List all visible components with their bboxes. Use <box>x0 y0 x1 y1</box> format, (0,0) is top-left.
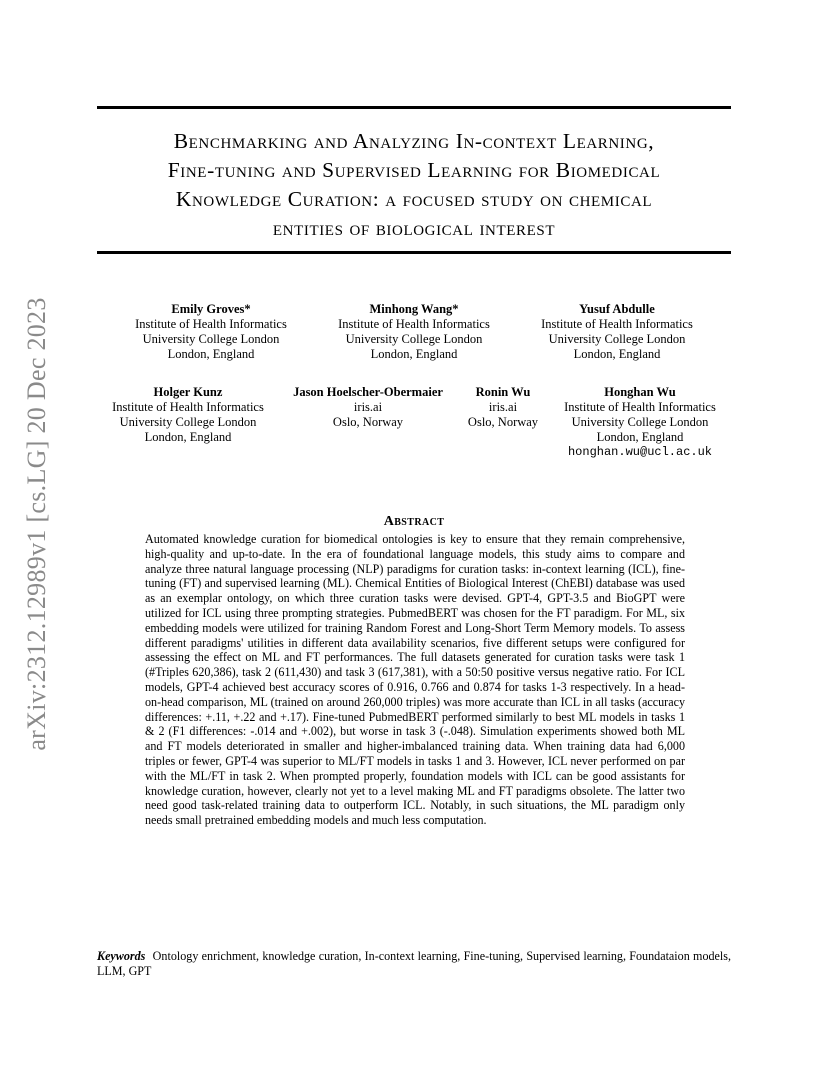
author-location: London, England <box>144 430 232 444</box>
arxiv-identifier: arXiv:2312.12989v1 [cs.LG] 20 Dec 2023 <box>22 297 51 751</box>
keywords-text: Ontology enrichment, knowledge curation, In-context learning, Fine-tuning, Supervised learning, Foundataion models, LLM, GPT <box>97 949 731 978</box>
author-affiliation: Institute of Health Informatics <box>135 317 287 331</box>
title-line: Fine-tuning and Supervised Learning for Biomedical <box>167 158 661 182</box>
author-block <box>468 385 538 430</box>
author-location: Oslo, Norway <box>332 415 404 429</box>
author-affiliation: University College London <box>571 415 709 429</box>
author-name: Emily Groves* <box>171 302 251 316</box>
author-affiliation: iris.ai <box>488 400 518 414</box>
title-line: entities of biological interest <box>272 216 556 240</box>
author-name: Honghan Wu <box>604 385 676 399</box>
author-affiliation: Institute of Health Informatics <box>541 317 693 331</box>
author-location: Oslo, Norway <box>467 415 539 429</box>
author-location: London, England <box>573 347 661 361</box>
title-bottom-rule <box>97 251 731 254</box>
author-name: Minhong Wang* <box>369 302 459 316</box>
author-affiliation: University College London <box>142 332 280 346</box>
title-top-rule <box>97 106 731 109</box>
title-line: Benchmarking and Analyzing In-context Learning, <box>173 129 655 153</box>
author-name: Holger Kunz <box>153 385 223 399</box>
abstract-heading: Abstract <box>383 514 445 529</box>
author-name: Ronin Wu <box>475 385 531 399</box>
author-block <box>541 302 693 362</box>
author-block <box>112 385 264 445</box>
author-email-link[interactable]: honghan.wu@ucl.ac.uk <box>567 445 713 459</box>
author-block <box>293 385 443 430</box>
author-name: Yusuf Abdulle <box>579 302 655 316</box>
author-block <box>135 302 287 362</box>
author-affiliation: University College London <box>548 332 686 346</box>
keywords-section <box>97 949 731 979</box>
author-block <box>338 302 490 362</box>
author-affiliation: Institute of Health Informatics <box>564 400 716 414</box>
author-affiliation: Institute of Health Informatics <box>338 317 490 331</box>
author-location: London, England <box>370 347 458 361</box>
author-location: London, England <box>596 430 684 444</box>
author-affiliation: iris.ai <box>353 400 383 414</box>
paper-title <box>97 127 731 243</box>
author-affiliation: University College London <box>345 332 483 346</box>
abstract-text: Automated knowledge curation for biomedical ontologies is key to ensure that they remain comprehensive, high-quality and up-to-date. In the era of foundational language models, this study aims to compare and analyze three natural language processing (NLP) paradigms for curation tasks: in-context learning (ICL), fine-tuning (FT) and supervised learning (ML). Chemical Entities of Biological Interest (ChEBI) database was used as an exemplar ontology, on which three curation tasks were devised. GPT-4, GPT-3.5 and BioGPT were utilized for ICL using three prompting strategies. PubmedBERT was chosen for the FT paradigm. For ML, six embedding models were utilized for training Random Forest and Long-Short Term Memory models. To assess different paradigms' utilities in different data availability scenarios, five different setups were configured for assessing the effect on ML and FT performances. The full datasets generated for curation tasks were task 1 (#Triples 620,386), task 2 (611,430) and task 3 (617,381), with a 50:50 positive versus negative ratio. For ICL models, GPT-4 achieved best accuracy scores of 0.916, 0.766 and 0.874 for tasks 1-3 respectively. In a head-on-head comparison, ML (trained on around 260,000 triples) was more accurate than ICL in all tasks (accuracy differences: +.11, +.22 and +.17). Fine-tuned PubmedBERT performed similarly to best ML models in tasks 1 & 2 (F1 differences: -.014 and +.002), but worse in task 3 (-.048). Simulation experiments showed both ML and FT models deteriorated in smaller and higher-imbalanced training data. When training data had 6,000 triples or fewer, GPT-4 was superior to ML/FT models in tasks 1 and 3. However, ICL never performed on par with the ML/FT in task 2. When prompted properly, foundation models with ICL can be good assistants for knowledge curation, however, clearly not yet to a level making ML and FT paradigms obsolete. The latter two need good task-related training data to outperform ICL. Notably, in such situations, the ML paradigm only needs small pretrained embedding models and much less computation. <box>145 532 685 828</box>
author-affiliation: University College London <box>119 415 257 429</box>
author-affiliation: Institute of Health Informatics <box>112 400 264 414</box>
author-block <box>564 385 716 460</box>
author-location: London, England <box>167 347 255 361</box>
author-name: Jason Hoelscher-Obermaier <box>293 385 443 399</box>
title-line: Knowledge Curation: a focused study on chemical <box>175 187 653 211</box>
keywords-label: Keywords <box>97 949 146 963</box>
